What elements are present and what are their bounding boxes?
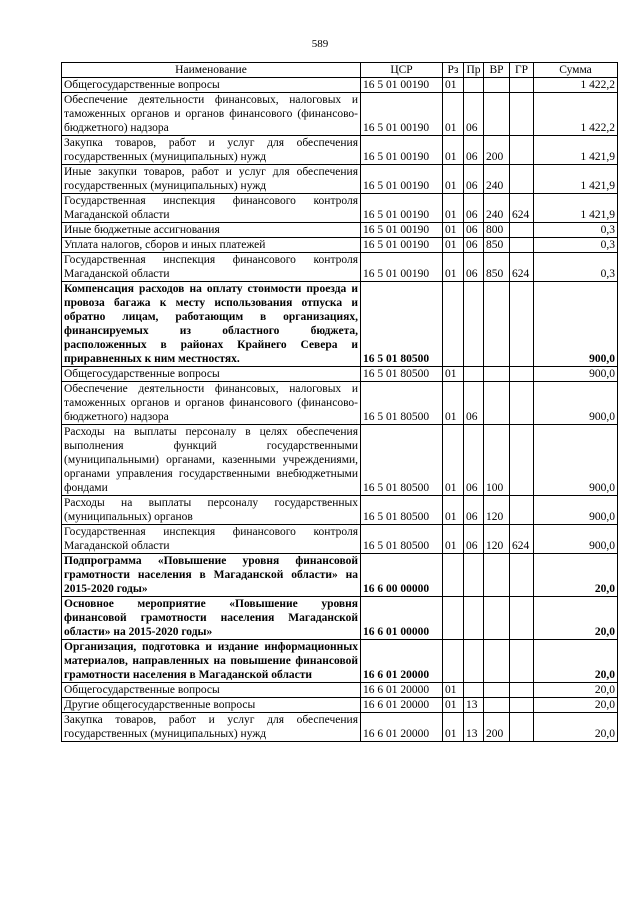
row-vr: 800	[484, 223, 510, 238]
row-pr: 13	[464, 698, 484, 713]
row-name: Уплата налогов, сборов и иных платежей	[62, 238, 361, 253]
row-pr	[464, 597, 484, 640]
table-row	[62, 698, 618, 713]
row-name: Закупка товаров, работ и услуг для обеспечения государственных (муниципальных) нужд	[62, 136, 361, 165]
row-vr	[484, 382, 510, 425]
row-csr: 16 5 01 00190	[361, 223, 443, 238]
row-pr: 06	[464, 93, 484, 136]
page-number: 589	[311, 38, 329, 50]
row-csr: 16 6 00 00000	[361, 554, 443, 597]
row-csr: 16 5 01 80500	[361, 425, 443, 496]
row-vr	[484, 367, 510, 382]
row-gr	[510, 282, 534, 367]
row-vr: 120	[484, 496, 510, 525]
row-gr	[510, 238, 534, 253]
row-sum: 0,3	[534, 223, 618, 238]
row-rz: 01	[443, 683, 464, 698]
table-row	[62, 93, 618, 136]
row-sum: 1 422,2	[534, 78, 618, 93]
table-row	[62, 165, 618, 194]
row-gr	[510, 136, 534, 165]
row-gr	[510, 597, 534, 640]
table-row	[62, 713, 618, 742]
row-gr	[510, 425, 534, 496]
row-gr	[510, 367, 534, 382]
row-sum: 0,3	[534, 238, 618, 253]
row-sum: 900,0	[534, 496, 618, 525]
row-name: Подпрограмма «Повышение уровня финансовой грамотности населения в Магаданской области» на 2015-2020 годы»	[62, 554, 361, 597]
row-sum: 900,0	[534, 382, 618, 425]
row-rz	[443, 554, 464, 597]
row-csr: 16 5 01 00190	[361, 194, 443, 223]
row-gr	[510, 640, 534, 683]
row-sum: 20,0	[534, 683, 618, 698]
table-row	[62, 253, 618, 282]
row-name: Иные бюджетные ассигнования	[62, 223, 361, 238]
row-gr	[510, 554, 534, 597]
row-rz: 01	[443, 367, 464, 382]
row-gr: 624	[510, 253, 534, 282]
row-rz: 01	[443, 194, 464, 223]
row-sum: 900,0	[534, 282, 618, 367]
row-pr	[464, 282, 484, 367]
table-row	[62, 525, 618, 554]
row-csr: 16 5 01 80500	[361, 282, 443, 367]
row-sum: 0,3	[534, 253, 618, 282]
row-name: Общегосударственные вопросы	[62, 683, 361, 698]
row-pr	[464, 367, 484, 382]
row-name: Государственная инспекция финансового контроля Магаданской области	[62, 253, 361, 282]
table-row	[62, 223, 618, 238]
table-row	[62, 367, 618, 382]
row-pr: 06	[464, 238, 484, 253]
row-gr	[510, 165, 534, 194]
row-sum: 20,0	[534, 597, 618, 640]
table-row	[62, 194, 618, 223]
row-pr: 06	[464, 425, 484, 496]
row-csr: 16 5 01 00190	[361, 165, 443, 194]
row-name: Иные закупки товаров, работ и услуг для обеспечения государственных (муниципальных) нужд	[62, 165, 361, 194]
row-vr	[484, 698, 510, 713]
table-row	[62, 597, 618, 640]
row-vr	[484, 597, 510, 640]
row-pr: 06	[464, 382, 484, 425]
row-vr	[484, 78, 510, 93]
row-pr	[464, 78, 484, 93]
row-rz	[443, 640, 464, 683]
row-rz: 01	[443, 382, 464, 425]
row-gr: 624	[510, 194, 534, 223]
row-sum: 20,0	[534, 698, 618, 713]
header-pr: Пр	[464, 63, 484, 78]
row-rz	[443, 597, 464, 640]
row-csr: 16 5 01 80500	[361, 496, 443, 525]
row-vr	[484, 640, 510, 683]
row-rz: 01	[443, 698, 464, 713]
row-name: Общегосударственные вопросы	[62, 78, 361, 93]
row-gr: 624	[510, 525, 534, 554]
table-row	[62, 282, 618, 367]
row-name: Основное мероприятие «Повышение уровня финансовой грамотности населения Магаданской области» на 2015-2020 годы»	[62, 597, 361, 640]
row-sum: 20,0	[534, 713, 618, 742]
header-rz: Рз	[443, 63, 464, 78]
row-vr: 200	[484, 713, 510, 742]
row-name: Общегосударственные вопросы	[62, 367, 361, 382]
table-body	[62, 78, 618, 742]
row-gr	[510, 713, 534, 742]
row-name: Организация, подготовка и издание информационных материалов, направленных на повышение финансовой грамотности населения в Магаданской области	[62, 640, 361, 683]
header-csr: ЦСР	[361, 63, 443, 78]
row-pr: 06	[464, 165, 484, 194]
row-gr	[510, 382, 534, 425]
row-name: Государственная инспекция финансового контроля Магаданской области	[62, 525, 361, 554]
row-pr	[464, 554, 484, 597]
row-csr: 16 6 01 20000	[361, 683, 443, 698]
row-name: Компенсация расходов на оплату стоимости проезда и провоза багажа к месту использования отпуска и обратно лицам, работающим в организациях, финансируемых из областного бюджета, расположенных в районах Крайнего Севера и приравненных к ним местностях.	[62, 282, 361, 367]
table-row	[62, 683, 618, 698]
row-gr	[510, 223, 534, 238]
header-gr: ГР	[510, 63, 534, 78]
row-pr: 06	[464, 223, 484, 238]
row-csr: 16 6 01 20000	[361, 698, 443, 713]
row-csr: 16 5 01 00190	[361, 136, 443, 165]
row-rz: 01	[443, 165, 464, 194]
row-rz: 01	[443, 238, 464, 253]
row-pr: 13	[464, 713, 484, 742]
row-name: Обеспечение деятельности финансовых, налоговых и таможенных органов и органов финансового (финансово-бюджетного) надзора	[62, 382, 361, 425]
row-csr: 16 5 01 80500	[361, 525, 443, 554]
row-csr: 16 5 01 00190	[361, 253, 443, 282]
row-gr	[510, 78, 534, 93]
row-sum: 1 421,9	[534, 136, 618, 165]
header-name: Наименование	[62, 63, 361, 78]
row-rz: 01	[443, 78, 464, 93]
header-vr: ВР	[484, 63, 510, 78]
row-csr: 16 5 01 00190	[361, 238, 443, 253]
row-pr: 06	[464, 525, 484, 554]
row-sum: 20,0	[534, 640, 618, 683]
row-sum: 900,0	[534, 425, 618, 496]
row-vr: 200	[484, 136, 510, 165]
row-sum: 900,0	[534, 525, 618, 554]
table-row	[62, 496, 618, 525]
budget-table	[61, 62, 618, 742]
row-gr	[510, 496, 534, 525]
row-gr	[510, 93, 534, 136]
row-rz: 01	[443, 136, 464, 165]
row-pr: 06	[464, 253, 484, 282]
row-vr	[484, 282, 510, 367]
row-vr: 100	[484, 425, 510, 496]
row-csr: 16 6 01 00000	[361, 597, 443, 640]
row-gr	[510, 698, 534, 713]
row-rz	[443, 282, 464, 367]
table-row	[62, 238, 618, 253]
row-vr: 120	[484, 525, 510, 554]
row-rz: 01	[443, 93, 464, 136]
row-sum: 1 422,2	[534, 93, 618, 136]
row-gr	[510, 683, 534, 698]
row-pr	[464, 640, 484, 683]
row-csr: 16 5 01 00190	[361, 93, 443, 136]
row-pr	[464, 683, 484, 698]
table-row	[62, 554, 618, 597]
row-sum: 20,0	[534, 554, 618, 597]
row-csr: 16 5 01 00190	[361, 78, 443, 93]
row-vr: 850	[484, 253, 510, 282]
row-csr: 16 6 01 20000	[361, 640, 443, 683]
row-sum: 900,0	[534, 367, 618, 382]
row-rz: 01	[443, 496, 464, 525]
row-vr	[484, 93, 510, 136]
table-header-row	[62, 63, 618, 78]
row-csr: 16 5 01 80500	[361, 367, 443, 382]
row-rz: 01	[443, 713, 464, 742]
row-vr: 850	[484, 238, 510, 253]
row-sum: 1 421,9	[534, 194, 618, 223]
row-vr	[484, 554, 510, 597]
row-name: Государственная инспекция финансового контроля Магаданской области	[62, 194, 361, 223]
row-name: Расходы на выплаты персоналу государственных (муниципальных) органов	[62, 496, 361, 525]
row-sum: 1 421,9	[534, 165, 618, 194]
table-row	[62, 382, 618, 425]
table-row	[62, 78, 618, 93]
table-row	[62, 425, 618, 496]
row-csr: 16 5 01 80500	[361, 382, 443, 425]
row-name: Обеспечение деятельности финансовых, налоговых и таможенных органов и органов финансового (финансово-бюджетного) надзора	[62, 93, 361, 136]
row-name: Закупка товаров, работ и услуг для обеспечения государственных (муниципальных) нужд	[62, 713, 361, 742]
row-vr: 240	[484, 165, 510, 194]
table-row	[62, 136, 618, 165]
table-row	[62, 640, 618, 683]
row-pr: 06	[464, 496, 484, 525]
row-pr: 06	[464, 136, 484, 165]
row-rz: 01	[443, 253, 464, 282]
row-vr	[484, 683, 510, 698]
row-rz: 01	[443, 223, 464, 238]
row-name: Расходы на выплаты персоналу в целях обеспечения выполнения функций государственными (муниципальными) органами, казенными учреждениями, органами управления государственными внебюджетными фондами	[62, 425, 361, 496]
row-name: Другие общегосударственные вопросы	[62, 698, 361, 713]
row-pr: 06	[464, 194, 484, 223]
header-sum: Сумма	[534, 63, 618, 78]
row-vr: 240	[484, 194, 510, 223]
row-csr: 16 6 01 20000	[361, 713, 443, 742]
row-rz: 01	[443, 425, 464, 496]
row-rz: 01	[443, 525, 464, 554]
